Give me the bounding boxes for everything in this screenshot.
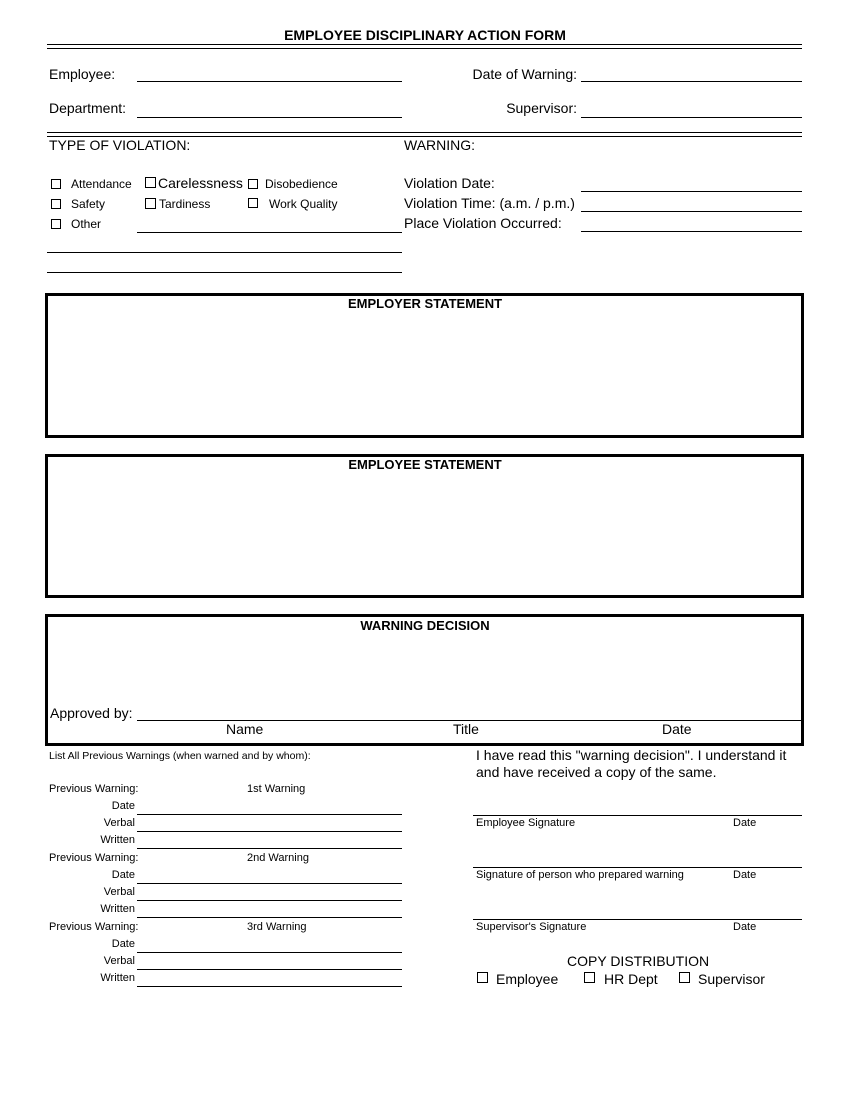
previous-warnings-list-label: List All Previous Warnings (when warned and by whom): bbox=[49, 750, 311, 762]
other-field-line-3[interactable] bbox=[47, 272, 402, 273]
department-label: Department: bbox=[49, 100, 127, 116]
copy-supervisor-label: Supervisor bbox=[698, 971, 765, 987]
title-column-label: Title bbox=[453, 721, 479, 737]
third-warning-label: 3rd Warning bbox=[247, 921, 307, 933]
second-written-label: Written bbox=[100, 903, 135, 915]
type-of-violation-heading: TYPE OF VIOLATION: bbox=[49, 137, 191, 153]
copy-supervisor-checkbox[interactable] bbox=[679, 972, 690, 983]
copy-hr-dept-checkbox[interactable] bbox=[584, 972, 595, 983]
date-of-warning-field[interactable] bbox=[581, 81, 802, 82]
previous-warning-label-2: Previous Warning: bbox=[49, 852, 139, 864]
first-verbal-label: Verbal bbox=[103, 817, 135, 829]
warning-heading: WARNING: bbox=[404, 137, 476, 153]
other-checkbox[interactable] bbox=[51, 219, 61, 229]
third-written-field[interactable] bbox=[137, 986, 402, 987]
first-date-label: Date bbox=[111, 800, 135, 812]
work-quality-label: Work Quality bbox=[269, 197, 338, 211]
warning-decision-heading: WARNING DECISION bbox=[360, 618, 490, 633]
carelessness-label: Carelessness bbox=[158, 175, 243, 191]
attendance-label: Attendance bbox=[71, 177, 132, 191]
employee-signature-date-label: Date bbox=[733, 817, 757, 829]
copy-employee-checkbox[interactable] bbox=[477, 972, 488, 983]
other-label: Other bbox=[71, 217, 102, 231]
violation-time-label: Violation Time: (a.m. / p.m.) bbox=[404, 195, 575, 211]
title-rule-top bbox=[47, 44, 802, 45]
copy-distribution-heading: COPY DISTRIBUTION bbox=[567, 953, 710, 969]
second-date-label: Date bbox=[111, 869, 135, 881]
first-written-field[interactable] bbox=[137, 848, 402, 849]
form-title: EMPLOYEE DISCIPLINARY ACTION FORM bbox=[284, 27, 566, 43]
date-of-warning-label: Date of Warning: bbox=[472, 66, 577, 82]
approved-by-label: Approved by: bbox=[50, 705, 133, 721]
supervisor-signature-label: Supervisor's Signature bbox=[476, 921, 587, 933]
supervisor-label: Supervisor: bbox=[506, 100, 577, 116]
second-written-field[interactable] bbox=[137, 917, 402, 918]
employee-field[interactable] bbox=[137, 81, 402, 82]
third-verbal-label: Verbal bbox=[103, 955, 135, 967]
second-warning-label: 2nd Warning bbox=[247, 852, 309, 864]
employee-label: Employee: bbox=[49, 66, 116, 82]
safety-checkbox[interactable] bbox=[51, 199, 61, 209]
title-rule-bottom bbox=[47, 48, 802, 49]
copy-hr-dept-label: HR Dept bbox=[604, 971, 658, 987]
second-verbal-label: Verbal bbox=[103, 886, 135, 898]
employer-statement-heading: EMPLOYER STATEMENT bbox=[347, 296, 503, 311]
employee-statement-box[interactable] bbox=[45, 454, 804, 598]
tardiness-checkbox[interactable] bbox=[145, 198, 156, 209]
disobedience-label: Disobedience bbox=[265, 177, 338, 191]
third-date-label: Date bbox=[111, 938, 135, 950]
employee-signature-field[interactable] bbox=[473, 815, 802, 816]
disobedience-checkbox[interactable] bbox=[248, 179, 258, 189]
date-column-label: Date bbox=[662, 721, 692, 737]
copy-employee-label: Employee bbox=[496, 971, 559, 987]
first-warning-label: 1st Warning bbox=[247, 783, 306, 795]
preparer-signature-field[interactable] bbox=[473, 867, 802, 868]
place-violation-field[interactable] bbox=[581, 231, 802, 232]
other-field-line-2[interactable] bbox=[47, 252, 402, 253]
second-verbal-field[interactable] bbox=[137, 900, 402, 901]
first-verbal-field[interactable] bbox=[137, 831, 402, 832]
supervisor-field[interactable] bbox=[581, 117, 802, 118]
name-column-label: Name bbox=[226, 721, 264, 737]
first-written-label: Written bbox=[100, 834, 135, 846]
tardiness-label: Tardiness bbox=[159, 197, 211, 211]
employer-statement-box[interactable] bbox=[45, 293, 804, 438]
safety-label: Safety bbox=[71, 197, 106, 211]
first-date-field[interactable] bbox=[137, 814, 402, 815]
second-date-field[interactable] bbox=[137, 883, 402, 884]
violation-date-label: Violation Date: bbox=[404, 175, 495, 191]
violation-time-field[interactable] bbox=[581, 211, 802, 212]
employee-signature-label: Employee Signature bbox=[476, 817, 576, 829]
other-field[interactable] bbox=[137, 232, 402, 233]
attendance-checkbox[interactable] bbox=[51, 179, 61, 189]
previous-warning-label-3: Previous Warning: bbox=[49, 921, 139, 933]
third-written-label: Written bbox=[100, 972, 135, 984]
place-violation-label: Place Violation Occurred: bbox=[404, 215, 562, 231]
third-date-field[interactable] bbox=[137, 952, 402, 953]
preparer-signature-date-label: Date bbox=[733, 869, 757, 881]
work-quality-checkbox[interactable] bbox=[248, 198, 258, 208]
third-verbal-field[interactable] bbox=[137, 969, 402, 970]
department-field[interactable] bbox=[137, 117, 402, 118]
acknowledgement-line-1: I have read this "warning decision". I understand it bbox=[476, 747, 787, 763]
acknowledgement-line-2: and have received a copy of the same. bbox=[476, 764, 717, 780]
employee-statement-heading: EMPLOYEE STATEMENT bbox=[348, 457, 502, 472]
preparer-signature-label: Signature of person who prepared warning bbox=[476, 869, 684, 881]
section-rule-top bbox=[47, 132, 802, 133]
previous-warning-label-1: Previous Warning: bbox=[49, 783, 139, 795]
violation-date-field[interactable] bbox=[581, 191, 802, 192]
supervisor-signature-date-label: Date bbox=[733, 921, 757, 933]
carelessness-checkbox[interactable] bbox=[145, 177, 156, 188]
supervisor-signature-field[interactable] bbox=[473, 919, 802, 920]
